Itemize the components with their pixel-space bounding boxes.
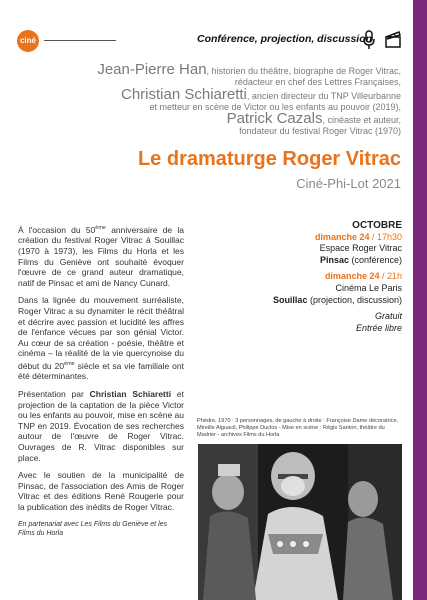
event-date: dimanche 24 / 21h <box>324 271 402 282</box>
paragraph: Avec le soutien de la municipalité de Pinsac, de l'association des Amis de Roger Vitrac et des éditions René Rougerie pour la publication des inédits de Roger Vitrac. <box>18 470 184 512</box>
speaker-name: Jean-Pierre Han <box>97 61 207 78</box>
speaker-desc: , cinéaste et auteur, <box>322 115 401 126</box>
microphone-icon <box>362 30 376 50</box>
page-title: Le dramaturge Roger Vitrac <box>137 148 401 170</box>
speaker-desc: , historien du théâtre, biographe de Roger Vitrac, <box>206 66 401 76</box>
event-town: Pinsac (conférence) <box>319 254 402 265</box>
archive-photo <box>198 444 402 600</box>
page-subtitle: Ciné-Phi-Lot 2021 <box>296 176 401 191</box>
event-venue: Cinéma Le Paris <box>335 282 402 293</box>
event-venue: Espace Roger Vitrac <box>319 243 402 254</box>
paragraph: Présentation par Christian Schiaretti et projection de la captation de la pièce Victor ou les enfants au pouvoir, mise en scène au TNP en 2019. Évocation de ses recherches autour de l'œuvre de Roger Vitrac. Ouvrages de R. Vitrac disponibles sur place. <box>18 388 184 463</box>
event-entry: Entrée libre <box>355 322 402 333</box>
speaker-desc: et metteur en scène de Victor ou les enfants au pouvoir (2019), <box>149 101 401 112</box>
logo-text: ciné <box>19 36 36 45</box>
paragraph: À l'occasion du 50ème anniversaire de la création du festival Roger Vitrac à Souillac (1970 à 1973), les Films du Horla et les Films du Geniève ont souhaité évoquer l'œuvre de ce grand auteur dramatique, natif de Pinsac et ami de Nancy Cunard. <box>18 224 184 288</box>
paragraph: Dans la lignée du mouvement surréaliste, Roger Vitrac a su dynamiter le récit théâtral et décrire avec passion et lucidité les affres de l'enfance vécues par son génial Victor. Au cœur de sa création - poésie, théâtre et cinéma – la réalité de la vie quercynoise du début du 20ème siècle et sa vie familiale ont été déterminantes. <box>18 295 184 382</box>
photo-caption: Phèdre, 1970 : 3 personnages, de gauche à droite : Françoise Dame décoratrice, Mireille Alguacil, Philippe Duclos - Mise en scène : Régis Santon, théâtre du Madrier - archives Films du Horla <box>197 418 399 438</box>
clapperboard-icon <box>384 30 402 48</box>
header-tag: Conférence, projection, discussion <box>197 33 373 45</box>
event-town: Souillac (projection, discussion) <box>272 294 402 305</box>
speaker-desc: rédacteur en chef des Lettres Françaises, <box>234 77 401 88</box>
event-date: dimanche 24 / 17h30 <box>314 231 402 242</box>
event-month: OCTOBRE <box>352 220 402 231</box>
speaker-name: Christian Schiaretti <box>121 85 247 103</box>
speaker-name: Patrick Cazals <box>226 110 323 128</box>
event-schedule <box>210 220 402 334</box>
speaker-desc: , ancien directeur du TNP Villeurbanne <box>246 90 401 101</box>
festival-logo <box>17 30 39 52</box>
body-text <box>18 223 184 545</box>
partner-note: En partenariat avec Les Films du Geniève et les Films du Horla <box>18 520 168 537</box>
speaker-desc: fondateur du festival Roger Vitrac (1970) <box>239 126 401 137</box>
event-price: Gratuit <box>374 311 402 322</box>
purple-sidebar <box>413 0 427 600</box>
header-rule <box>44 40 116 41</box>
speakers-intro <box>16 61 401 138</box>
